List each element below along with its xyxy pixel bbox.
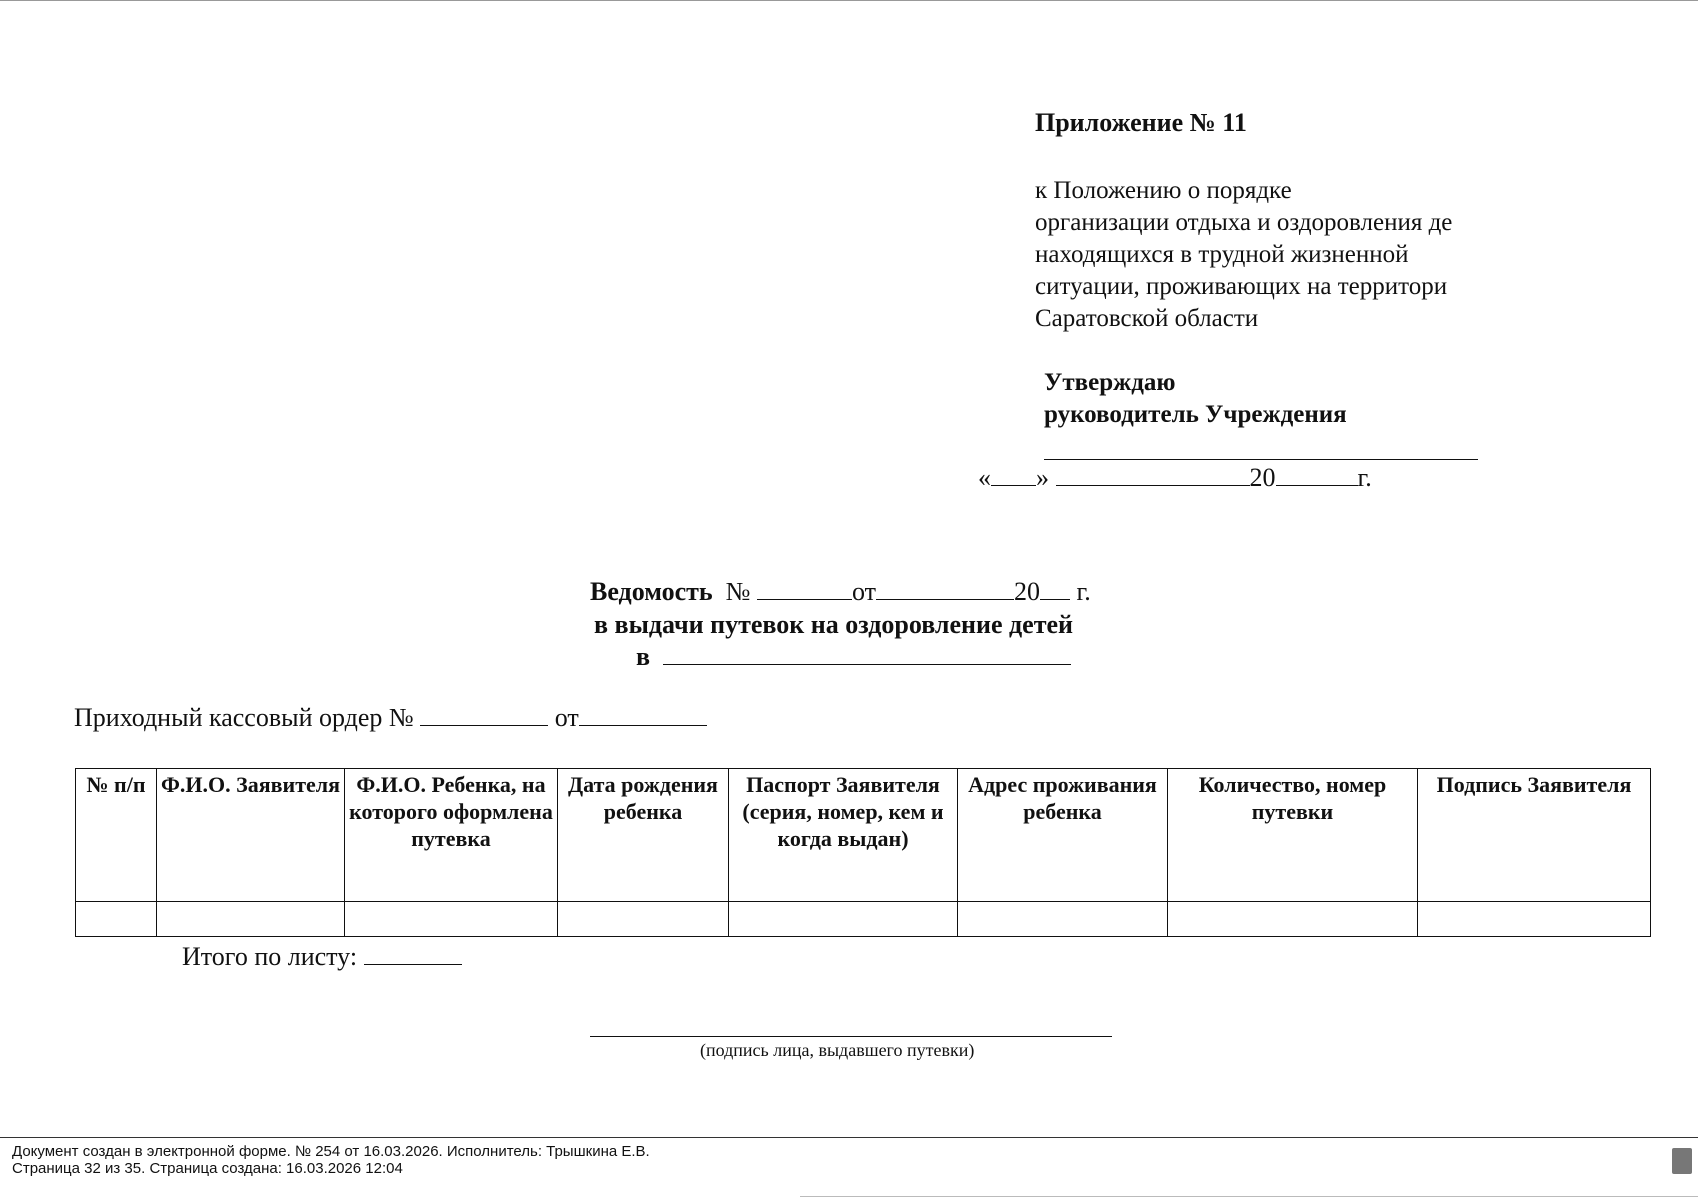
issuer-signature-line [590, 1036, 1112, 1037]
issue-table [75, 768, 1651, 937]
sheet-total-label: Итого по листу: [182, 942, 358, 971]
table-cell [1168, 902, 1418, 937]
year-prefix: 20 [1249, 463, 1276, 492]
table-cell [729, 902, 958, 937]
table-cell [345, 902, 558, 937]
appendix-line: к Положению о порядке [1035, 177, 1292, 204]
bottom-edge-rule [800, 1196, 1698, 1197]
header-child-name: Ф.И.О. Ребенка, на которого оформлена путевка [345, 769, 558, 902]
sheet-total [182, 942, 462, 972]
approve-label: Утверждаю [1044, 369, 1176, 396]
cash-order-date-blank [579, 724, 707, 726]
appendix-line: находящихся в трудной жизненной [1035, 241, 1409, 268]
top-edge-rule [0, 0, 1698, 1]
table-cell [157, 902, 345, 937]
table-cell [76, 902, 157, 937]
appendix-title: Приложение № 11 [1035, 108, 1247, 137]
appendix-line: организации отдыха и оздоровления де [1035, 209, 1453, 236]
header-number: № п/п [76, 769, 157, 902]
footer-line: Страница 32 из 35. Страница создана: 16.03.2026 12:04 [12, 1160, 403, 1177]
statement-title-text: Ведомость [590, 577, 713, 606]
issuer-signature-caption: (подпись лица, выдавшего путевки) [700, 1040, 975, 1060]
sheet-total-blank [364, 963, 462, 965]
statement-title [590, 577, 1091, 607]
statement-in-label: в [636, 642, 651, 671]
statement-year-suffix: г. [1076, 577, 1091, 606]
footer-line: Документ создан в электронной форме. № 254 от 16.03.2026. Исполнитель: Трышкина Е.В. [12, 1143, 650, 1160]
number-sign: № [725, 577, 751, 606]
footer-divider [0, 1137, 1698, 1138]
document-stamp-icon [1672, 1148, 1692, 1174]
header-child-birthdate: Дата рождения ребенка [558, 769, 729, 902]
year-suffix: г. [1357, 463, 1372, 492]
table-header-row [76, 769, 1651, 902]
table-cell [1418, 902, 1651, 937]
header-applicant-passport: Паспорт Заявителя (серия, номер, кем и когда выдан) [729, 769, 958, 902]
table-cell [958, 902, 1168, 937]
document-footer [12, 1143, 650, 1177]
approval-block [1044, 367, 1347, 431]
statement-number-blank [757, 598, 852, 600]
header-child-address: Адрес проживания ребенка [958, 769, 1168, 902]
cash-order-label: Приходный кассовый ордер № [74, 703, 414, 732]
month-blank [1056, 484, 1250, 486]
appendix-reference [1035, 175, 1503, 335]
year-blank [1276, 484, 1358, 486]
close-quote: » [1036, 463, 1049, 492]
appendix-line: Саратовской области [1035, 305, 1259, 332]
statement-from: от [851, 577, 876, 606]
approve-position: руководитель Учреждения [1044, 401, 1347, 428]
open-quote: « [978, 463, 991, 492]
table-row [76, 902, 1651, 937]
statement-location [636, 642, 1071, 672]
header-applicant-signature: Подпись Заявителя [1418, 769, 1651, 902]
statement-location-blank [663, 663, 1071, 665]
day-blank [991, 484, 1036, 486]
appendix-line: ситуации, проживающих на территори [1035, 273, 1448, 300]
cash-order-from: от [554, 703, 579, 732]
approval-date [978, 463, 1372, 493]
cash-order-number-blank [420, 724, 548, 726]
statement-year-prefix: 20 [1013, 577, 1040, 606]
statement-year-blank [1040, 598, 1070, 600]
header-voucher-number: Количество, номер путевки [1168, 769, 1418, 902]
header-applicant-name: Ф.И.О. Заявителя [157, 769, 345, 902]
statement-subtitle: в выдачи путевок на оздоровление детей [594, 610, 1074, 639]
statement-date-blank [876, 598, 1014, 600]
approver-signature-line [1044, 459, 1478, 460]
cash-order-line [74, 703, 707, 733]
table-cell [558, 902, 729, 937]
